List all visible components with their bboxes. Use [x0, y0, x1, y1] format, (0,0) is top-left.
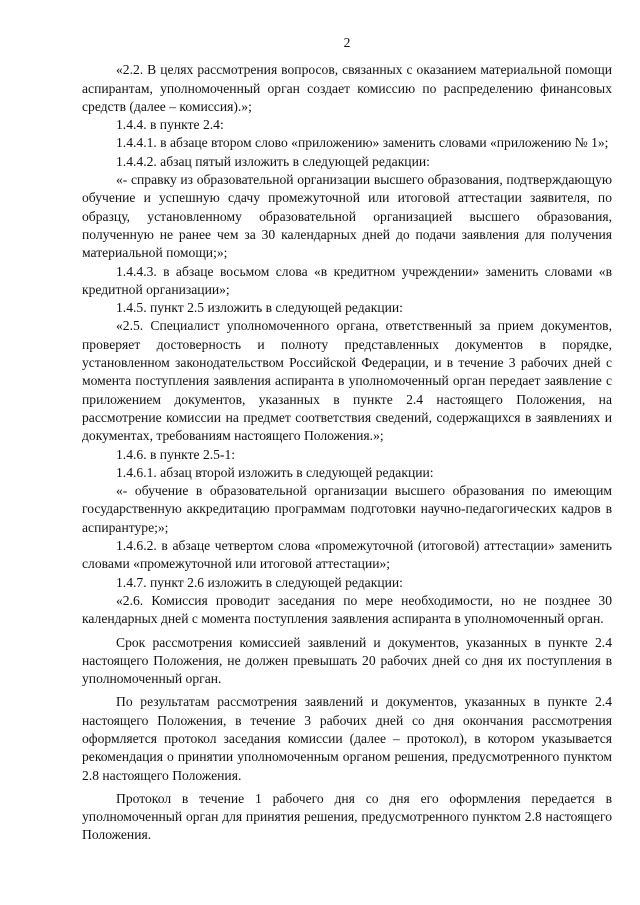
paragraph-education: «- обучение в образовательной организации высшего образования по имеющим государственную аккредитацию программам подготовки научно-педагогических кадров в аспирантуре;»;	[82, 483, 612, 535]
paragraph-2-5: «2.5. Специалист уполномоченного органа, ответственный за прием документов, проверяет достоверность и полноту представленных документов в порядке, установленном законодательством Российской Федерации, и в течение 3 рабочих дней с момента поступления заявления аспиранта в уполномоченный орган передает заявление с приложением документов, указанных в пункте 2.4 настоящего Положения, на рассмотрение комиссии на предмет соответствия сведений, содержащихся в заявлениях и документах, требованиям настоящего Положения.»;	[82, 318, 612, 444]
document-page	[82, 34, 612, 845]
paragraph-2-6: «2.6. Комиссия проводит заседания по мере необходимости, но не позднее 30 календарных дней с момента поступления заявления аспиранта в уполномоченный орган.	[82, 592, 612, 627]
paragraph-certificate: «- справку из образовательной организации высшего образования, подтверждающую обучение и успешную сдачу промежуточной или итоговой аттестации заявителя, по образцу, установленному образовательной организацией высшего образования, полученную не ранее чем за 30 календарных дней до подачи заявления для получения материальной помощи;»;	[82, 172, 612, 261]
paragraph-2-2: «2.2. В целях рассмотрения вопросов, связанных с оказанием материальной помощи аспирантам, уполномоченный орган создает комиссию по распределению финансовых средств (далее – комиссия).»;	[82, 62, 612, 114]
paragraph-protocol: По результатам рассмотрения заявлений и документов, указанных в пункте 2.4 настоящего Положения, в течение 3 рабочих дней со дня окончания рассмотрения оформляется протокол заседания комиссии (далее – протокол), в котором указывается рекомендация о принятии уполномоченным органом решения, предусмотренного пунктом 2.8 настоящего Положения.	[82, 694, 612, 783]
paragraph-1-4-6-2: 1.4.6.2. в абзаце четвертом слова «промежуточной (итоговой) аттестации» заменить словами «промежуточной или итоговой аттестации»;	[82, 538, 612, 572]
paragraph-1-4-4-1: 1.4.4.1. в абзаце втором слово «приложению» заменить словами «приложению № 1»;	[116, 135, 609, 151]
paragraph-1-4-4: 1.4.4. в пункте 2.4:	[116, 117, 224, 133]
paragraph-1-4-6-1: 1.4.6.1. абзац второй изложить в следующей редакции:	[116, 464, 434, 480]
paragraph-1-4-4-3: 1.4.4.3. в абзаце восьмом слова «в кредитном учреждении» заменить словами «в кредитной организации»;	[82, 263, 612, 297]
paragraph-protocol-transfer: Протокол в течение 1 рабочего дня со дня его оформления передается в уполномоченный орган для принятия решения, предусмотренного пунктом 2.8 настоящего Положения.	[82, 790, 612, 843]
paragraph-1-4-4-2: 1.4.4.2. абзац пятый изложить в следующей редакции:	[116, 153, 430, 169]
paragraph-review-period: Срок рассмотрения комиссией заявлений и документов, указанных в пункте 2.4 настоящего Положения, не должен превышать 20 рабочих дней со дня их поступления в уполномоченный орган.	[82, 634, 612, 687]
paragraph-1-4-6: 1.4.6. в пункте 2.5-1:	[116, 446, 236, 462]
page-number: 2	[343, 35, 351, 50]
paragraph-1-4-7: 1.4.7. пункт 2.6 изложить в следующей редакции:	[116, 574, 403, 590]
paragraph-1-4-5: 1.4.5. пункт 2.5 изложить в следующей редакции:	[116, 300, 403, 316]
